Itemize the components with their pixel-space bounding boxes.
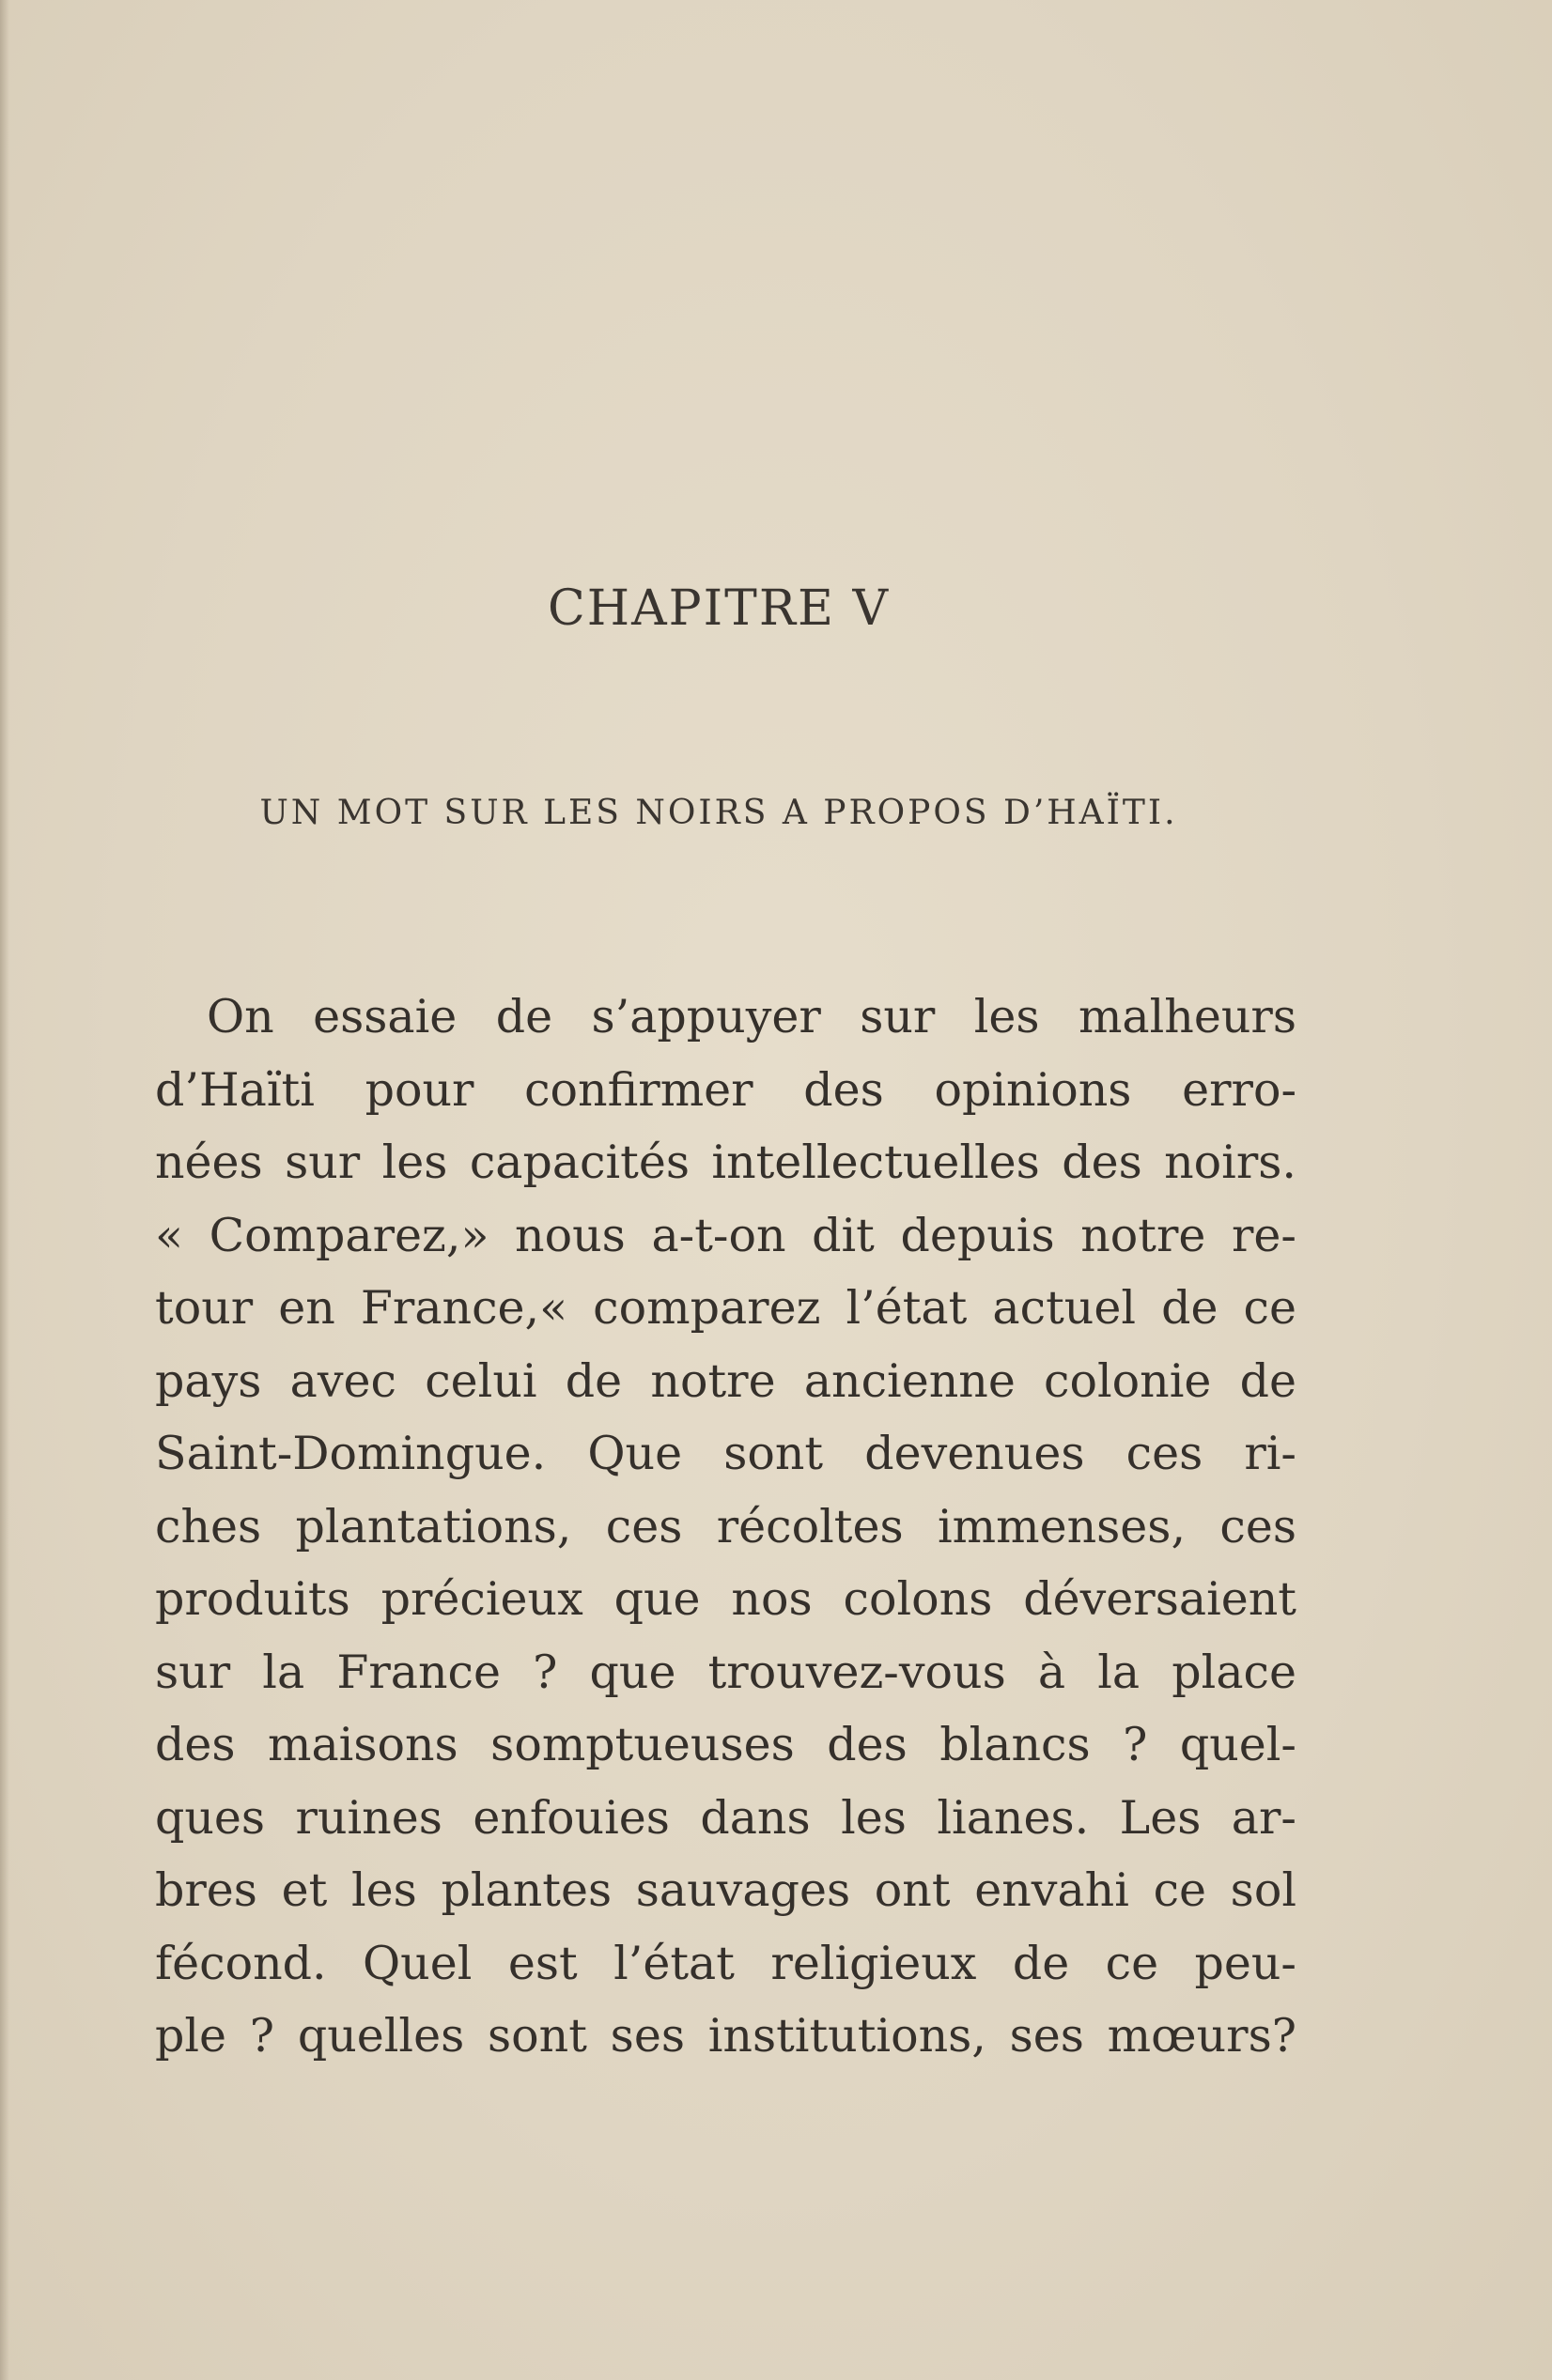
text-line: Saint-Domingue. Que sont devenues ces ri- [155,1427,1296,1480]
text-line: d’Haïti pour confirmer des opinions erro- [155,1062,1296,1117]
text-line: tour en France,« comparez l’état actuel de ce [155,1281,1296,1335]
body-paragraph [155,981,1296,2073]
chapter-subtitle: UN MOT SUR LES NOIRS A PROPOS D’HAÏTI. [259,794,1178,832]
text-line: des maisons somptueuses des blancs ? quel- [155,1718,1296,1771]
text-line: fécond. Quel est l’état religieux de ce peu- [155,1936,1296,1990]
text-line: bres et les plantes sauvages ont envahi ce sol [155,1863,1296,1917]
text-line: pays avec celui de notre ancienne colonie de [155,1353,1296,1408]
text-line: ple ? quelles sont ses institutions, ses mœurs? [155,2009,1296,2063]
text-line: ques ruines enfouies dans les lianes. Les ar- [155,1790,1296,1845]
text-line: On essaie de s’appuyer sur les malheurs [207,990,1296,1043]
text-line: produits précieux que nos colons déversaient [155,1572,1296,1626]
text-line: sur la France ? que trouvez-vous à la place [155,1645,1296,1699]
text-line: ches plantations, ces récoltes immenses, ces [155,1499,1296,1553]
text-line: « Comparez,» nous a-t-on dit depuis notre re- [155,1208,1296,1262]
text-line: nées sur les capacités intellectuelles des noirs. [155,1136,1296,1189]
chapter-title: CHAPITRE V [547,580,891,637]
